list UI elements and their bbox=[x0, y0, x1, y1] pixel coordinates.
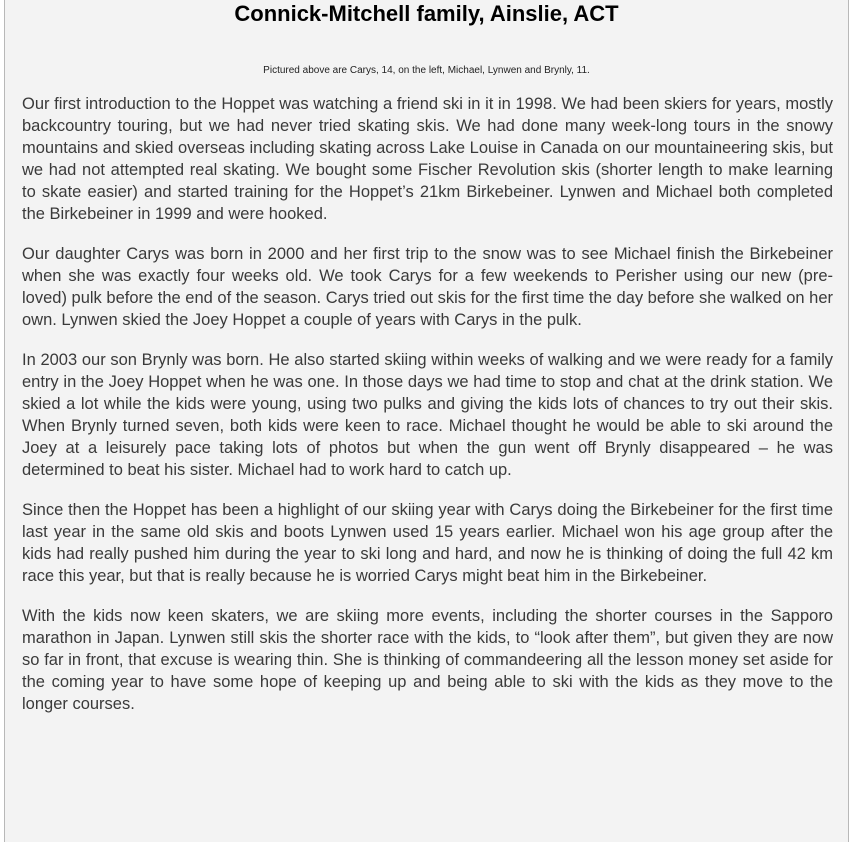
paragraph-3: In 2003 our son Brynly was born. He also started skiing within weeks of walking and we were ready for a family entry in the Joey Hoppet when he was one. In those days we had time to stop and chat at the drink station. We skied a lot while the kids were young, using two pulks and giving the kids lots of chances to try out their skis. When Brynly turned seven, both kids were keen to race. Michael thought he would be able to ski around the Joey at a leisurely pace taking lots of photos but when the gun went off Brynly disappeared – he was determined to beat his sister. Michael had to work hard to catch up. bbox=[22, 351, 833, 479]
paragraph-1: Our first introduction to the Hoppet was watching a friend ski in it in 1998. We had been skiers for years, mostly backcountry touring, but we had never tried skating skis. We had done many week-long tours in the snowy mountains and skied overseas including skating across Lake Louise in Canada on our mountaineering skis, but we had not attempted real skating. We bought some Fischer Revolution skis (shorter length to make learning to skate easier) and started training for the Hoppet’s 21km Birkebeiner. Lynwen and Michael both completed the Birkebeiner in 1999 and were hooked. bbox=[22, 95, 833, 223]
paragraph-2: Our daughter Carys was born in 2000 and her first trip to the snow was to see Michael finish the Birkebeiner when she was exactly four weeks old. We took Carys for a few weekends to Perisher using our new (pre-loved) pulk before the end of the season. Carys tried out skis for the first time the day before she walked on her own. Lynwen skied the Joey Hoppet a couple of years with Carys in the pulk. bbox=[22, 245, 833, 329]
photo-caption: Pictured above are Carys, 14, on the left, Michael, Lynwen and Brynly, 11. bbox=[263, 65, 590, 76]
article-body bbox=[22, 93, 833, 733]
document-page bbox=[4, 0, 849, 842]
paragraph-5: With the kids now keen skaters, we are skiing more events, including the shorter courses in the Sapporo marathon in Japan. Lynwen still skis the shorter race with the kids, to “look after them”, but given they are now so far in front, that excuse is wearing thin. She is thinking of commandeering all the lesson money set aside for the coming year to have some hope of keeping up and being able to ski with the kids as they move to the longer courses. bbox=[22, 607, 833, 713]
paragraph-4: Since then the Hoppet has been a highlight of our skiing year with Carys doing the Birkebeiner for the first time last year in the same old skis and boots Lynwen used 15 years earlier. Michael won his age group after the kids had really pushed him during the year to ski long and hard, and now he is thinking of doing the full 42 km race this year, but that is really because he is worried Carys might beat him in the Birkebeiner. bbox=[22, 501, 833, 585]
page-title: Connick-Mitchell family, Ainslie, ACT bbox=[234, 1, 619, 26]
